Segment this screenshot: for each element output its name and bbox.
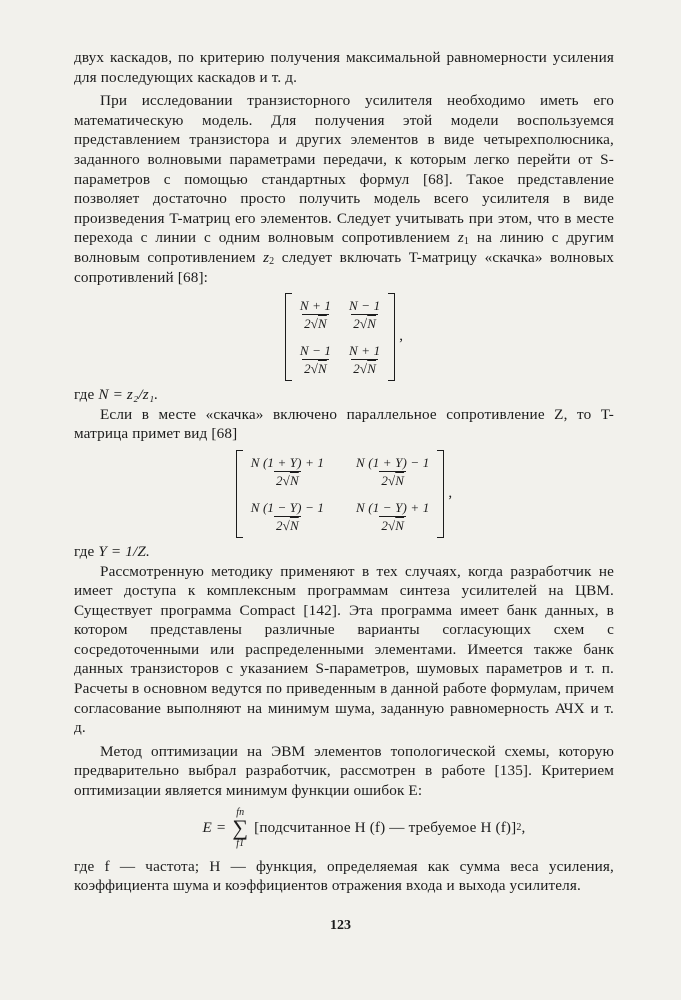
matrix-2-comma: , — [448, 485, 453, 502]
matrix-1-right-bracket — [388, 293, 395, 381]
matrix-2-left-bracket — [236, 450, 243, 538]
matrix-1-cell-22: $\frac{N + 1}{2√N}$ — [349, 343, 381, 377]
equation-matrix-1 — [74, 293, 614, 381]
where-line-1: где N = z₂/z₁. — [74, 386, 159, 404]
t-matrix-2 — [236, 450, 445, 538]
matrix-2-cell-21: $\frac{N (1 - Y) - 1}{2√N}$ — [250, 499, 325, 533]
equation-error-function: E = fn ∑ f1 [подсчитанное H (f) — требуемое H (f)] 2 , — [202, 806, 526, 849]
matrix-1-cell-11: $\frac{N + 1}{2√N}$ — [299, 298, 332, 332]
paragraph-5: где f — частота; H — функция, определяемая как сумма веса усиления, коэффициента шума и коэффициентов отражения входа и выхода усилителя. — [74, 857, 614, 895]
paragraph-1-part-b: на линию с другим волновым сопротивлением — [74, 229, 614, 266]
sum-tail: , — [521, 818, 526, 836]
matrix-1-cell-21: $\frac{N - 1}{2√N}$ — [299, 343, 332, 377]
sum-operator — [232, 807, 248, 849]
paragraph-1-part-c: следует включать T-матрицу «скачка» волновых сопротивлений [68]: — [74, 248, 614, 286]
paragraph-1-part-a: При исследовании транзисторного усилителя необходимо иметь его математическую модель. Для получения этой модели воспользуемся представлением транзистора и других элементов в виде четырехполюсника, заданного волновыми параметрами передачи, к которым легко перейти от S-параметров с помощью стандартных формул [68]. Такое представление позволяет достаточно просто получить модель всего усилителя в виде произведения T-матриц его элементов. Следует учитывать при этом, что в месте перехода с линии с одним волновым сопротивлением — [74, 92, 614, 247]
where-1-expression: N = z₂/z₁. — [98, 386, 159, 404]
paragraph-4: Метод оптимизации на ЭВМ элементов топологической схемы, которую предварительно выбрал разработчик, рассмотрен в работе [135]. Критерием оптимизации является минимум функции ошибок E: — [74, 742, 614, 800]
matrix-1-cell-12: $\frac{N - 1}{2√N}$ — [349, 298, 381, 332]
matrix-2-cell-12: $\frac{N (1 + Y) - 1}{2√N}$ — [356, 454, 430, 488]
matrix-1-left-bracket — [285, 293, 292, 381]
symbol-z2-sub: 2 — [269, 255, 275, 267]
sum-body: [подсчитанное H (f) — требуемое H (f)] — [254, 818, 517, 836]
symbol-z1: z — [457, 229, 464, 247]
paragraph-3: Рассмотренную методику применяют в тех случаях, когда разработчик не имеет доступа к комплексным программам синтеза усилителей на ЦВМ. Существует программа Compact [142]. Эта программа имеет банк данных, в котором представлены различные варианты согласующих схем с сосредоточенными или распределенными элементами. Имеется также банк данных транзисторов с указанием S-параметров, шумовых параметров и т. п. Расчеты в основном ведутся по приведенным в данной работе формулам, причем согласование выполняют на минимум шума, заданную равномерность АЧХ и т. д. — [74, 562, 614, 737]
page-number: 123 — [330, 918, 351, 933]
sum-lower-limit: f1 — [236, 837, 245, 849]
where-line-2: где Y = 1/Z. — [74, 542, 150, 560]
page-body — [74, 48, 614, 896]
sum-upper-limit: fn — [236, 806, 245, 818]
paragraph-2: Если в месте «скачка» включено параллельное сопротивление Z, то T-матрица примет вид [68] — [74, 405, 614, 443]
formula-lhs: E = — [202, 818, 227, 836]
matrix-2-cell-22: $\frac{N (1 - Y) + 1}{2√N}$ — [356, 499, 430, 533]
sigma-symbol: ∑ — [232, 814, 249, 840]
paragraph-1 — [74, 91, 614, 287]
symbol-z2: z — [263, 248, 270, 266]
matrix-2-right-bracket — [437, 450, 444, 538]
matrix-1-comma: , — [399, 328, 404, 345]
paragraph-0: двух каскадов, по критерию получения максимальной равномерности усиления для последующих каскадов и т. д. — [74, 49, 614, 86]
matrix-2-cell-11: $\frac{N (1 + Y) + 1}{2√N}$ — [250, 454, 325, 488]
t-matrix-1 — [285, 293, 395, 381]
equation-matrix-2 — [74, 450, 614, 538]
symbol-z1-sub: 1 — [463, 236, 470, 248]
where-2-expression: Y = 1/Z. — [98, 542, 150, 560]
